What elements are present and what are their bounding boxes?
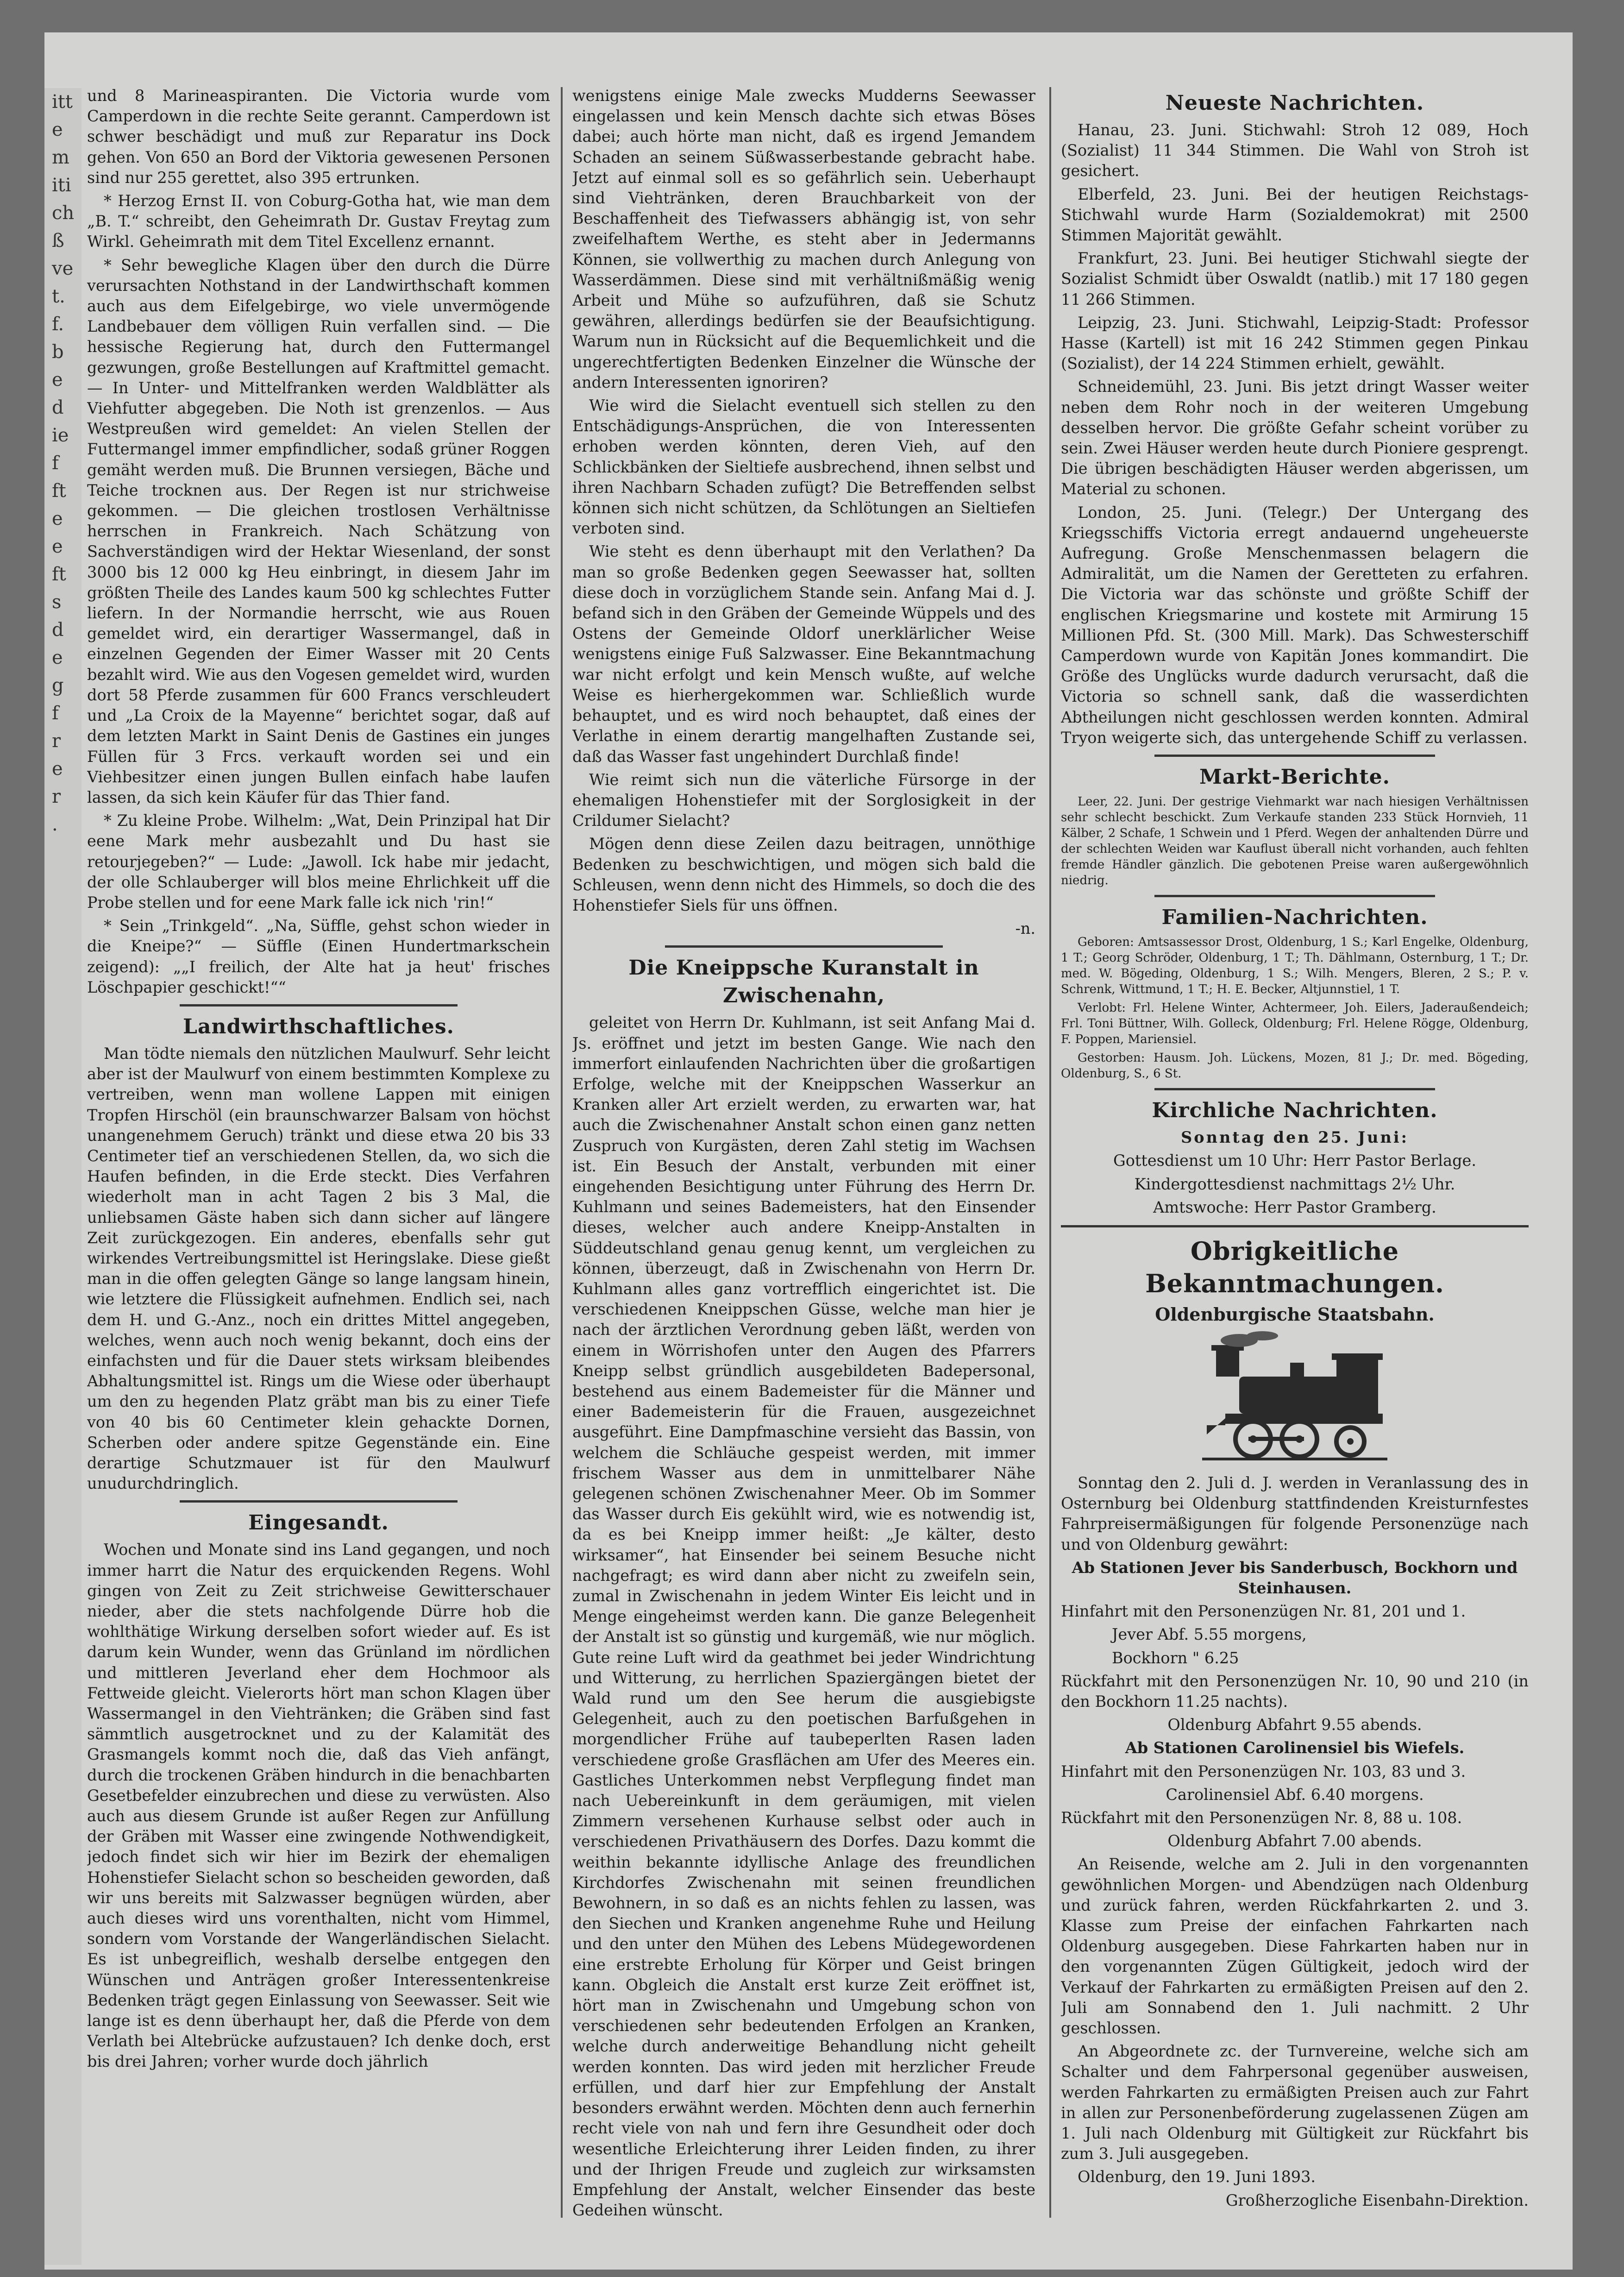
previous-page-fragment: e <box>52 369 63 390</box>
column-rule-1 <box>561 87 563 2218</box>
previous-page-fragment: d <box>52 397 64 418</box>
separator-full <box>1061 1225 1529 1227</box>
newspaper-page <box>44 32 1573 2270</box>
previous-page-fragment: e <box>52 758 63 780</box>
letter-signature: -n. <box>1015 919 1035 938</box>
section-heading-official-notices: Obrigkeitliche Bekanntmachungen. <box>1145 1236 1444 1298</box>
letter-continued-5: Mögen denn diese Zeilen dazu beitragen, unnöthige Bedenken zu beschwichtigen, und mögen sich bald die Schleusen, wenn denn nicht des Himmels, so doch die des Hohenstiefer Siels für uns öffnen. <box>572 835 1035 914</box>
news-frankfurt: Frankfurt, 23. Juni. Bei heutiger Stichwahl siegte der Sozialist Schmidt über Oswaldt (natlib.) mit 17 180 gegen 11 266 Stimmen. <box>1061 249 1529 308</box>
notice-date: Oldenburg, den 19. Juni 1893. <box>1078 2168 1316 2186</box>
column-3 <box>1061 86 1529 2244</box>
previous-page-fragment: r <box>52 730 61 752</box>
previous-page-fragment: d <box>52 619 64 641</box>
anecdote-too-small-test: * Zu kleine Probe. Wilhelm: „Wat, Dein Prinzipal hat Dir eene Mark mehr ausbezahlt und Du hast sie retourjegeben?“ — Lude: „Jawoll. Ick habe mir jedacht, der olle Schlauberger will blos meine Ehrlichkeit uff die Probe stellen und for eene Mark falle ick nich 'rin!“ <box>87 811 550 912</box>
railway-subheading: Oldenburgische Staatsbahn. <box>1155 1303 1435 1325</box>
notice-return-tickets: An Reisende, welche am 2. Juli in den vorgenannten gewöhnlichen Morgen- und Abendzügen nach Oldenburg und zurück fahren, werden Rückfahrkarten 2. und 3. Klasse zum Preise der einfachen Fahrkarten nach Oldenburg ausgegeben. Diese Fahrkarten haben nur in den vorgenannten Zügen Gültigkeit, jedoch wird der Verkauf der Fahrkarten zu ermäßigten Preisen auf den 2. Juli am Sonnabend den 1. Juli nachmitt. 2 Uhr geschlossen. <box>1061 1855 1529 2037</box>
section-heading-church: Kirchliche Nachrichten. <box>1152 1099 1438 1123</box>
section-heading-submitted: Eingesandt. <box>248 1511 389 1535</box>
notice-jever-return: Rückfahrt mit den Personenzügen Nr. 10, 90 und 210 (in den Bockhorn 11.25 nachts). <box>1061 1672 1529 1711</box>
previous-page-fragment: e <box>52 536 63 557</box>
section-heading-latest-news: Neueste Nachrichten. <box>1165 91 1424 115</box>
separator <box>180 1004 458 1006</box>
separator <box>1154 755 1435 757</box>
church-service: Gottesdienst um 10 Uhr: Herr Pastor Berlage. <box>1113 1151 1477 1170</box>
previous-page-fragment: f. <box>52 314 64 335</box>
notice-carolinensiel-dep: Carolinensiel Abf. 6.40 morgens. <box>1166 1785 1424 1804</box>
separator <box>1154 895 1435 897</box>
notice-jever-dep: Jever Abf. 5.55 morgens, <box>1112 1625 1307 1644</box>
market-leer: Leer, 22. Juni. Der gestrige Viehmarkt war nach hiesigen Verhältnissen sehr schlecht beschickt. Zum Verkaufe standen 233 Stück Hornvieh, 11 Kälber, 2 Schafe, 1 Schwein und 1 Pferd. Wegen der anhaltenden Dürre und der schlechten Weiden war Kauflust überall nicht vorhanden, auch fehlten fremde Händler gänzlich. Die gebotenen Preise waren außergewöhnlich niedrig. <box>1061 795 1529 888</box>
family-born: Geboren: Amtsassessor Drost, Oldenburg, 1 S.; Karl Engelke, Oldenburg, 1 T.; Georg Schröder, Oldenburg, 1 T.; Th. Dählmann, Osternburg, 1 T.; Dr. med. W. Bögeding, Oldenburg, 1 S.; Wilh. Mengers, Bleren, 2 S.; P. v. Schrenk, Wittmund, 1 T.; H. E. Becker, Altjunnstiel, 1 T. <box>1061 935 1529 997</box>
news-hanau: Hanau, 23. Juni. Stichwahl: Stroh 12 089, Hoch (Sozialist) 11 344 Stimmen. Die Wahl von Stroh ist gesichert. <box>1061 121 1529 180</box>
church-children-service: Kindergottesdienst nachmittags 2½ Uhr. <box>1134 1175 1455 1193</box>
letter-continued-4: Wie reimt sich nun die väterliche Fürsorge in der ehemaligen Hohenstiefer mit der Sorglosigkeit in der Crildumer Sielacht? <box>572 770 1035 830</box>
letter-continued-3: Wie steht es denn überhaupt mit den Verlathen? Da man so große Bedenken gegen Seewasser hat, sollten diese doch in vorzüglichem Stande sein. Anfang Mai d. J. befand sich in den Gräben der Gemeinde Wüppels und des Ostens der Gemeinde Oldorf unerklärlicher Weise wenigstens einige Fuß Salzwasser. Eine Bekanntmachung war nicht erfolgt und kein Mensch wußte, auf welche Weise es hierhergekommen war. Schließlich wurde behauptet, und es wird noch behauptet, daß eines der Verlathe in einem derartig mangelhaften Zustande sei, daß das Wasser fast ungehindert Durchlaß finde! <box>572 542 1035 766</box>
section-heading-kneipp: Die Kneippsche Kuranstalt in Zwischenahn, <box>628 956 979 1008</box>
previous-page-edge <box>44 88 82 2265</box>
notice-authority: Großherzogliche Eisenbahn-Direktion. <box>1225 2191 1529 2209</box>
locomotive-illustration <box>1198 1330 1392 1469</box>
separator <box>180 1500 458 1503</box>
previous-page-fragment: ve <box>52 258 74 279</box>
section-heading-market: Markt-Berichte. <box>1199 765 1390 789</box>
previous-page-fragment: s <box>52 591 62 613</box>
previous-page-fragment: e <box>52 508 63 529</box>
section-heading-agriculture: Landwirthschaftliches. <box>183 1014 454 1038</box>
notice-carolinensiel-return: Rückfahrt mit den Personenzügen Nr. 8, 88 u. 108. <box>1061 1808 1462 1827</box>
previous-page-fragment: ch <box>52 202 75 224</box>
previous-page-fragment: ß <box>52 230 64 252</box>
previous-page-fragment: e <box>52 647 63 668</box>
previous-page-fragment: r <box>52 786 61 807</box>
notice-route-carolinensiel: Ab Stationen Carolinensiel bis Wiefels. <box>1125 1739 1465 1757</box>
previous-page-fragment: m <box>52 147 69 168</box>
column-rule-2 <box>1049 87 1051 2218</box>
notice-oldenburg-dep-1: Oldenburg Abfahrt 9.55 abends. <box>1167 1716 1422 1734</box>
news-leipzig: Leipzig, 23. Juni. Stichwahl, Leipzig-Stadt: Professor Hasse (Kartell) ist mit 16 242 Stimmen gegen Pinkau (Sozialist), der 14 224 Stimmen erhielt, gewählt. <box>1061 313 1529 373</box>
article-submitted-letter: Wochen und Monate sind ins Land gegangen, und noch immer harrt die Natur des erquickenden Regens. Wohl gingen von Zeit zu Zeit strichweise Gewitterschauer nieder, aber die stets nachfolgende Dürre hob die wohlthätige Wirkung derselben sofort wieder auf. Es ist darum kein Wunder, wenn das Grünland im nördlichen und mittleren Jeverland eher dem Hochmoor als Fettweide gleicht. Vielerorts hört man schon Klagen über Wassermangel in den Viehtränken; die Gräben sind fast sämmtlich ausgetrocknet und zu der Kalamität des Grasmangels kommt noch die, daß das Vieh anfängt, durch die trockenen Gräben hindurch in die benachbarten Gesetbefelder einzubrechen und diese zu verwüsten. Also auch aus diesem Grunde ist außer Regen zur Anfüllung der Gräben mit Wasser eine zwingende Nothwendigkeit, jedoch findet sich wir hier im Bezirk der ehemaligen Hohenstiefer Sielacht schon so bescheiden geworden, daß wir uns bereits mit Salzwasser begnügen würden, aber auch dieses wird uns vorenthalten, nicht vom Himmel, sondern vom Vorstande der Wangerländischen Sielacht. Es ist unbegreiflich, weshalb derselbe entgegen den Wünschen und Anträgen großer Interessentenkreise Bedenken trägt gegen Einlassung von Seewasser. Seit wie lange ist es denn überhaupt her, daß die Pferde von dem Verlath bei Altebrücke aufzustauen? Ich denke doch, erst bis drei Jahren; vorher wurde doch jährlich <box>87 1541 550 2071</box>
church-date: Sonntag den 25. Juni: <box>1181 1128 1409 1147</box>
previous-page-fragment: . <box>52 814 58 835</box>
family-engaged: Verlobt: Frl. Helene Winter, Achtermeer, Joh. Eilers, Jaderaußendeich; Frl. Toni Büttner, Wilh. Golleck, Oldenburg; Frl. Helene Rögge, Oldenburg, F. Poppen, Mariensiel. <box>1061 1001 1529 1047</box>
notice-route-jever: Ab Stationen Jever bis Sanderbusch, Bockhorn und Steinhausen. <box>1072 1558 1518 1597</box>
notice-oldenburg-dep-2: Oldenburg Abfahrt 7.00 abends. <box>1167 1832 1422 1850</box>
letter-continued-2: Wie wird die Sielacht eventuell sich stellen zu den Entschädigungs-Ansprüchen, die von Interessenten erhoben werden könnten, deren Vieh, auf den Schlickbänken der Sieltiefe ausbrechend, ihnen selbst und ihren Nachbarn Schaden zufügt? Die Betreffenden selbst können sich nicht schützen, da Schlötungen an Sieltiefen verboten sind. <box>572 396 1035 538</box>
article-freytag: * Herzog Ernst II. von Coburg-Gotha hat, wie man dem „B. T.“ schreibt, den Geheimrath Dr. Gustav Freytag zum Wirkl. Geheimrath mit dem Titel Excellenz ernannt. <box>87 192 550 251</box>
article-kneipp: geleitet von Herrn Dr. Kuhlmann, ist seit Anfang Mai d. Js. eröffnet und jetzt im besten Gange. Wie nach den immerfort einlaufenden Nachrichten über die großartigen Erfolge, welche mit der Kneippschen Wasserkur an Kranken aller Art erzielt werden, zu erwarten war, hat auch die Zwischenahner Anstalt schon einen ganz netten Zuspruch von Kurgästen, deren Zahl stetig im Wachsen ist. Ein Besuch der Anstalt, verbunden mit einer eingehenden Besichtigung unter Führung des Herrn Dr. Kuhlmann und seines Bademeisters, hat den Einsender dieses, welcher auch andere Kneipp-Anstalten in Süddeutschland genau genug kennt, um vergleichen zu können, überzeugt, daß in Zwischenahn von Herrn Dr. Kuhlmann alles ganz vortrefflich eingerichtet ist. Die verschiedenen Kneippschen Güsse, welche man hier je nach der ärztlichen Verordnung geben läßt, werden von einem in Wörrishofen unter den Augen des Pfarrers Kneipp selbst gründlich ausgebildeten Badepersonal, bestehend aus einem Bademeister für die Männer und einer Bademeisterin für die Frauen, ausgezeichnet ausgeführt. Eine Dampfmaschine versieht das Bassin, von welchem die Schläuche gespeist werden, mit immer frischem Wasser aus dem in unmittelbarer Nähe gelegenen schönen Zwischenahner Meer. Ob im Sommer das Wasser durch Eis gekühlt wird, wie es notwendig ist, da es bei Kneipp immer heißt: „Je kälter, desto wirksamer“, hat Einsender bei seinem Besuche nicht nachgefragt; es wird dann aber nicht zu zweifeln sein, zumal in Zwischenahn in jedem Winter Eis leicht und in Menge eingeheimst werden kann. Die ganze Belegenheit der Anstalt ist so günstig und kurgemäß, wie nur möglich. Gute reine Luft wird da geathmet bei jeder Windrichtung und Witterung, zu herrlichen Spaziergängen bietet der Wald rund um den See herum die ausgiebigste Gelegenheit, auch zu den poetischen Barfußgehen in morgendlicher Frühe auf taubeperlten Rasen laden verschiedene große Grasflächen am Ufer des Meeres ein. Gastliches Unterkommen nebst Verpflegung findet man nach Uebereinkunft in dem geräumigen, mit vielen Zimmern versehenen Kurhause selbst oder auch in verschiedenen Privathäusern des Dorfes. Dazu kommt die weithin bekannte idyllische Anlage des freundlichen Kirchdorfes Zwischenahn mit seinen freundlichen Bewohnern, in so daß es an nichts fehlen zu lassen, was den Siechen und Kranken angenehme Ruhe und Heilung und den unter den Mühen des Lebens Müdegewordenen eine erstrebte Erholung für Körper und Geist bringen kann. Obgleich die Anstalt erst kurze Zeit eröffnet ist, hört man in Zwischenahn und Umgebung schon von verschiedenen sehr bedeutenden Erfolgen an Kranken, welche durch anderweitige Behandlung nicht geheilt werden konnten. Das wird jeden mit herzlicher Freude erfüllen, und darf hier zur Empfehlung der Anstalt besonders erwähnt werden. Möchten denn auch fernerhin recht viele von nah und fern ihre Gesundheit oder doch wesentliche Erleichterung ihrer Leiden finden, zu ihrer und der Ihrigen Freude und zugleich zur wirksamsten Empfehlung der Anstalt, welcher Einsender das beste Gedeihen wünscht. <box>572 1013 1035 2220</box>
separator <box>665 945 943 948</box>
previous-page-fragment: iti <box>52 175 71 196</box>
previous-page-fragment: ft <box>52 480 66 502</box>
section-heading-family: Familien-Nachrichten. <box>1161 906 1428 930</box>
previous-page-fragment: g <box>52 675 64 696</box>
previous-page-fragment: ft <box>52 564 66 585</box>
article-mole: Man tödte niemals den nützlichen Maulwurf. Sehr leicht aber ist der Maulwurf von einem bestimmten Komplexe zu vertreiben, wenn man wollene Lappen mit einigen Tropfen Hirschöl (ein braunschwarzer Balsam von höchst unangenehmem Geruch) tränkt und diese etwa 20 bis 33 Centimeter tief an verschiedenen Stellen, da, wo sich die Haufen befinden, in die Erde steckt. Dies Verfahren wiederholt man in acht Tagen 2 bis 3 Mal, die unliebsamen Gäste haben sich dann sicher auf längere Zeit zurückgezogen. Ein anderes, ebenfalls sehr gut wirkendes Vertreibungsmittel ist Heringslake. Diese gießt man in die offen gelegten Gänge so lange langsam hinein, wie letztere die Flüssigkeit aufnehmen. Endlich sei, nach dem H. und G.-Anz., noch ein drittes Mittel angegeben, welches, wenn auch noch wenig bekannt, doch eins der einfachsten und für die Dauer stets wirksam bleibendes Abhaltungsmittel ist. Rings um die Wiese oder überhaupt um den zu hegenden Platz gräbt man bis zu einer Tiefe von 40 bis 60 Centimeter klein gehackte Dornen, Scherben oder andere spitze Gegenstände ein. Eine derartige Schutzmauer ist für den Maulwurf unudurchdringlich. <box>87 1044 550 1493</box>
previous-page-fragment: itt <box>52 91 73 113</box>
column-1 <box>87 86 550 2244</box>
notice-bockhorn-dep: Bockhorn " 6.25 <box>1112 1648 1239 1667</box>
letter-continued-1: wenigstens einige Male zwecks Mudderns Seewasser eingelassen und kein Mensch dachte sich etwas Böses dabei; auch hörte man nicht, daß es irgend Jemandem Schaden an seinem Süßwasserbestande gebracht habe. Jetzt auf einmal soll es so gefährlich sein. Ueberhaupt sind Viehtränken, deren Brauchbarkeit von der Beschaffenheit des Tiefwassers abhängig ist, von sehr zweifelhaftem Werthe, es steht aber in Jedermanns Können, sie vollwerthig zu machen durch Anlegung von Wasserdämmen. Diese sind mit verhältnißmäßig wenig Arbeit und Mühe so aufzuführen, daß sie Schutz gewähren, allerdings bedürfen sie der Beaufsichtigung. Warum nun in Rücksicht auf die Bequemlichkeit und die ungerechtfertigten Bedenken Einzelner die Wünsche der andern Interessenten ignoriren? <box>572 87 1035 391</box>
previous-page-fragment: ie <box>52 425 69 446</box>
article-victoria-continued: und 8 Marineaspiranten. Die Victoria wurde vom Camperdown in die rechte Seite gerannt. Camperdown ist schwer beschädigt und muß zur Reparatur ins Dock gehen. Von 650 an Bord der Viktoria gewesenen Personen sind nur 255 gerettet, also 395 ertrunken. <box>87 87 550 187</box>
previous-page-fragment: f <box>52 703 59 724</box>
anecdote-tip: * Sein „Trinkgeld“. „Na, Süffle, gehst schon wieder in die Kneipe?“ — Süffle (Einen Hundertmarkschein zeigend): „„I freilich, der Alte hat ja heut' frisches Löschpapier geschickt!““ <box>87 917 550 996</box>
previous-page-fragment: f <box>52 453 59 474</box>
news-elberfeld: Elberfeld, 23. Juni. Bei der heutigen Reichstags-Stichwahl wurde Harm (Sozialdemokrat) mit 2500 Stimmen Majorität gewählt. <box>1061 185 1529 245</box>
notice-jever-outbound: Hinfahrt mit den Personenzügen Nr. 81, 201 und 1. <box>1061 1602 1466 1621</box>
separator <box>1154 1088 1435 1090</box>
family-died: Gestorben: Hausm. Joh. Lückens, Mozen, 81 J.; Dr. med. Bögeding, Oldenburg, S., 6 St. <box>1061 1051 1529 1081</box>
notice-delegates: An Abgeordnete zc. der Turnvereine, welche sich am Schalter und dem Fahrpersonal gegenüber ausweisen, werden Fahrkarten zu ermäßigten Preisen auch zur Fahrt in allen zur Personenbeförderung zugelassenen Zügen am 1. Juli nach Oldenburg mit Gültigkeit zur Rückfahrt bis zum 3. Juli ausgegeben. <box>1061 2042 1529 2163</box>
notice-carolinensiel-outbound: Hinfahrt mit den Personenzügen Nr. 103, 83 und 3. <box>1061 1762 1466 1780</box>
news-schneidemuehl: Schneidemühl, 23. Juni. Bis jetzt dringt Wasser weiter neben dem Rohr noch in der weiteren Umgebung desselben hervor. Die größte Gefahr scheint vorüber zu sein. Zwei Häuser werden heute durch Pioniere gesprengt. Die übrigen beschädigten Häuser werden abgerissen, um Material zu schonen. <box>1061 377 1529 498</box>
previous-page-fragment: t. <box>52 286 65 307</box>
notice-intro: Sonntag den 2. Juli d. J. werden in Veranlassung des in Osternburg bei Oldenburg stattfindenden Kreisturnfestes Fahrpreisermäßigungen für folgende Personenzüge nach und von Oldenburg gewährt: <box>1061 1473 1529 1554</box>
news-london: London, 25. Juni. (Telegr.) Der Untergang des Kriegsschiffs Victoria erregt andauernd ungeheuerste Aufregung. Große Menschenmassen belagern die Admiralität, um die Namen der Geretteten zu erfahren. Die Victoria war das schönste und größte Schiff der englischen Kriegsmarine und kostete mit Armirung 15 Millionen Pfd. St. (300 Mill. Mark). Das Schwesterschiff Camperdown wurde von Kapitän Jones kommandirt. Die Größe des Unglücks wurde dadurch verursacht, daß die Victoria so schnell sank, daß die wasserdichten Abtheilungen nicht geschlossen werden konnten. Admiral Tryon weigerte sich, das untergehende Schiff zu verlassen. <box>1061 503 1529 747</box>
previous-page-fragment: e <box>52 119 63 140</box>
article-drought-complaints: * Sehr bewegliche Klagen über den durch die Dürre verursachten Nothstand in der Landwirthschaft kommen auch aus dem Eifelgebirge, wo viele unvermögende Landbebauer dem völligen Ruin verfallen sind. — Die hessische Regierung hat, durch den Futtermangel gezwungen, große Bestellungen auf Kraftmittel gemacht. — In Unter- und Mittelfranken werden Waldblätter als Viehfutter abgegeben. Die Noth ist grenzenlos. — Aus Westpreußen wird gemeldet: An vielen Stellen der Futtermangel immer empfindlicher, sodaß grüner Roggen gemäht werden muß. Die Brunnen versiegen, Bäche und Teiche trocknen aus. Der Regen ist nur strichweise gekommen. — Die gleichen trostlosen Verhältnisse herrschen in Frankreich. Nach Schätzung von Sachverständigen wird der Hektar Wiesenland, der sonst 3000 bis 12 000 kg Heu einbringt, in diesem Jahr im größten Theile des Landes kaum 500 kg schlechtes Futter liefern. In der Normandie herrscht, wie aus Rouen gemeldet wird, ein derartiger Wassermangel, daß in einzelnen Gegenden der Eimer Wasser mit 20 Cents bezahlt wird. Wie aus den Vogesen gemeldet wird, wurden dort 58 Pferde zusammen für 600 Francs verschleudert und „La Croix de la Mayenne“ berichtet sogar, daß auf dem letzten Markt in Saint Denis de Gastines ein junges Füllen für 3 Frcs. verkauft worden sei und ein Viehbesitzer einen jungen Bullen einfach habe laufen lassen, da sich kein Käufer für das Thier fand. <box>87 256 550 806</box>
column-2 <box>572 86 1035 2244</box>
church-duty-week: Amtswoche: Herr Pastor Gramberg. <box>1153 1198 1436 1216</box>
previous-page-fragment: b <box>52 341 64 363</box>
